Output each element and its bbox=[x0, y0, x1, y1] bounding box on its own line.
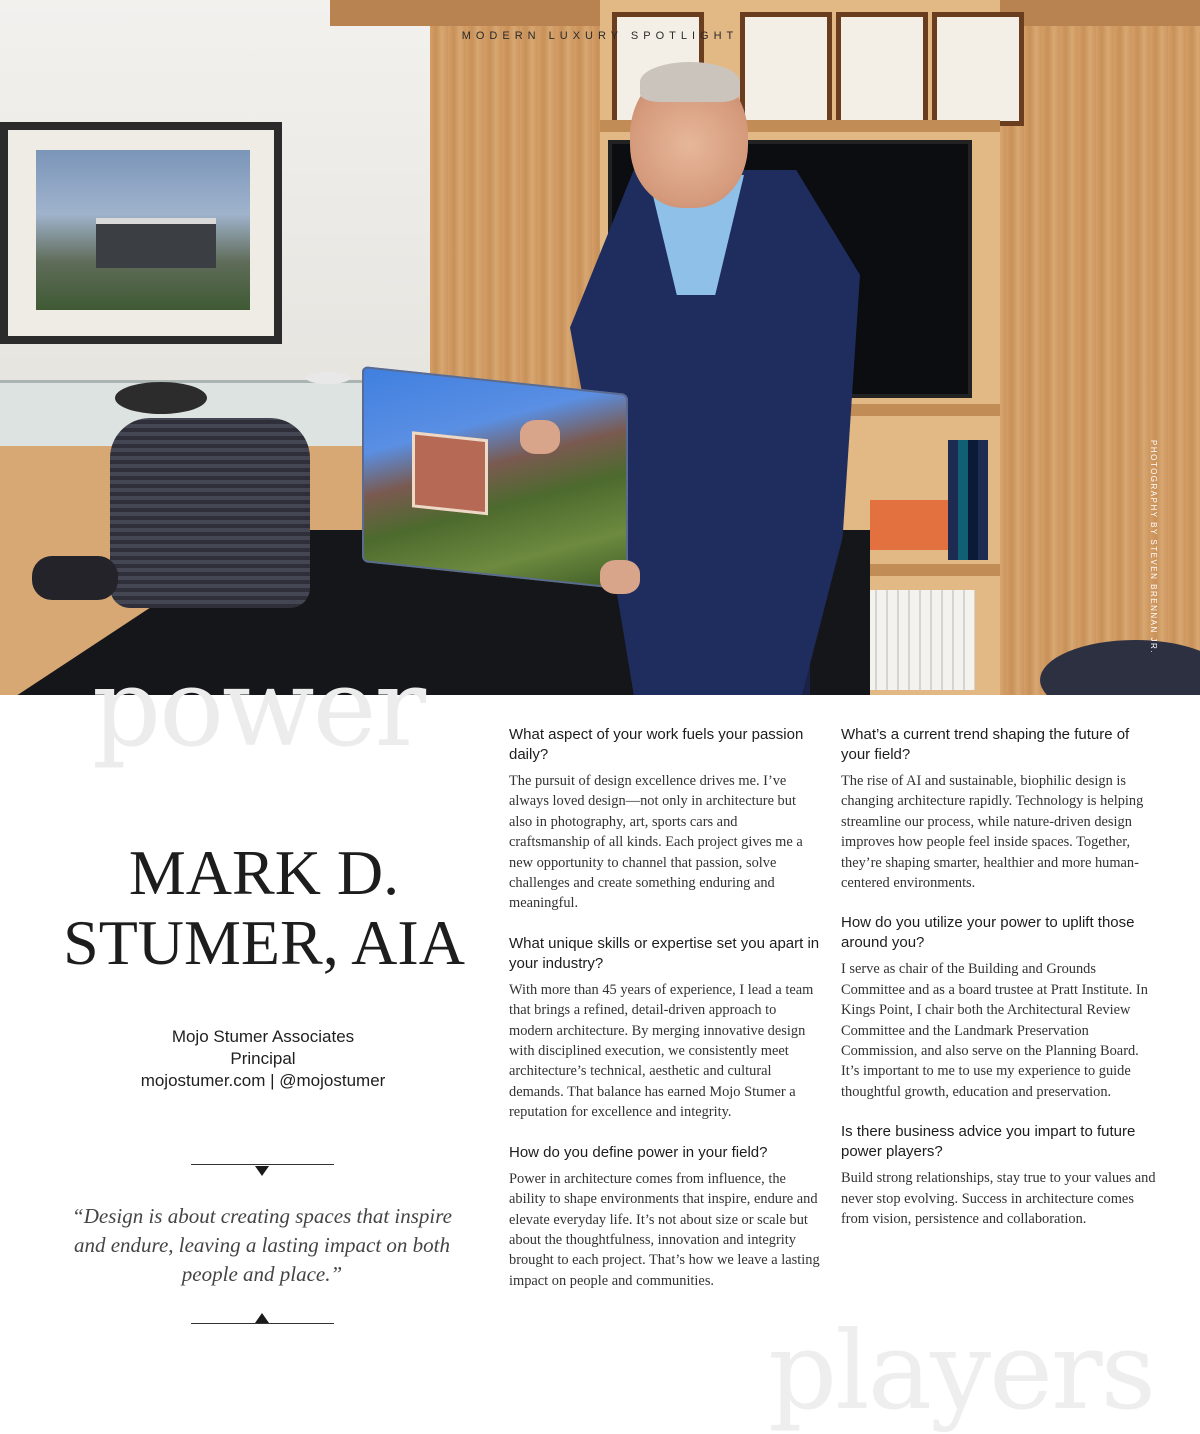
contact-block bbox=[60, 1026, 466, 1092]
pull-quote: “Design is about creating spaces that inspire and endure, leaving a lasting impact on both people and place.” bbox=[72, 1204, 452, 1286]
answer: The rise of AI and sustainable, biophilic design is changing architecture rapidly. Technology is helping streamline our process, while nature-driven design improves how people feel inside spaces. Together, they’re shaping smarter, healthier and more human-centered environments. bbox=[841, 773, 1144, 892]
hero-photo bbox=[0, 0, 1200, 695]
book-spines bbox=[948, 440, 988, 560]
photo-credit: PHOTOGRAPHY BY STEVEN BRENNAN JR. bbox=[1149, 440, 1158, 654]
profile-name bbox=[40, 838, 488, 978]
question: What’s a current trend shaping the future of your field? bbox=[841, 726, 1130, 763]
qa-item bbox=[841, 725, 1159, 893]
orange-box bbox=[870, 500, 950, 550]
answer: With more than 45 years of experience, I lead a team that brings a refined, detail-driven approach to modern architecture. By merging innovative design with disciplined execution, we consistently meet architecture’s technical, aesthetic and cultural demands. That balance has earned Mojo Stumer a reputation for excellence and integrity. bbox=[509, 981, 814, 1121]
answer: I serve as chair of the Building and Grounds Committee and as a board trustee at Pratt Institute. In Kings Point, I chair both the Architectural Review Committee and the Landmark Preservation Commission, and also serve on the Planning Board. It’s important to me to use my experience to guide thoughtful growth, education and preservation. bbox=[841, 961, 1148, 1100]
quote-divider-top bbox=[191, 1164, 334, 1165]
framed-artwork bbox=[0, 122, 282, 344]
qa-item bbox=[841, 913, 1159, 1102]
qa-column-middle bbox=[509, 725, 821, 1311]
job-title: Principal bbox=[230, 1049, 296, 1068]
watermark-power: power bbox=[92, 646, 425, 771]
hand bbox=[520, 420, 560, 454]
office-chair bbox=[110, 418, 310, 608]
question: How do you define power in your field? bbox=[509, 1143, 768, 1161]
answer: Power in architecture comes from influence, the ability to shape environments that inspire, endure and elevate everyday life. It’s not about size or scale but about the thoughtfulness, innovation and integrity brought to each project. That’s how we leave a lasting impact on people and communities. bbox=[509, 1170, 820, 1289]
person-hair bbox=[640, 62, 740, 102]
question: How do you utilize your power to uplift those around you? bbox=[841, 914, 1135, 952]
name-line-2: STUMER, AIA bbox=[63, 907, 465, 978]
hand bbox=[600, 560, 640, 594]
coaster bbox=[306, 372, 350, 384]
conference-phone bbox=[115, 382, 207, 414]
question: What unique skills or expertise set you apart in your industry? bbox=[509, 934, 820, 972]
triangle-up-icon bbox=[255, 1313, 269, 1323]
qa-item bbox=[841, 1122, 1159, 1229]
watermark-players: players bbox=[768, 1309, 1155, 1434]
architectural-print bbox=[362, 366, 628, 590]
qa-column-right bbox=[841, 725, 1159, 1250]
chair-arm bbox=[32, 556, 118, 600]
qa-item bbox=[509, 1143, 821, 1291]
quote-divider-bottom bbox=[191, 1323, 334, 1324]
company-name: Mojo Stumer Associates bbox=[171, 1027, 355, 1046]
qa-item bbox=[509, 725, 821, 914]
website-handle[interactable]: mojostumer.com | @mojostumer bbox=[140, 1071, 386, 1090]
question: What aspect of your work fuels your passion daily? bbox=[509, 726, 804, 763]
triangle-down-icon bbox=[255, 1166, 269, 1176]
section-kicker: MODERN LUXURY SPOTLIGHT bbox=[461, 30, 739, 42]
question: Is there business advice you impart to future power players? bbox=[841, 1123, 1136, 1161]
qa-item bbox=[509, 934, 821, 1123]
answer: The pursuit of design excellence drives me. I’ve always loved design—not only in architecture but also in photography, art, sports cars and craftsmanship of all kinds. Each project gives me a new opportunity to channel that passion, solve challenges and create something enduring and meaningful. bbox=[509, 773, 803, 912]
name-line-1: MARK D. bbox=[128, 837, 400, 908]
answer: Build strong relationships, stay true to your values and never stop evolving. Success in architecture comes from vision, persistence and collaboration. bbox=[841, 1170, 1156, 1228]
